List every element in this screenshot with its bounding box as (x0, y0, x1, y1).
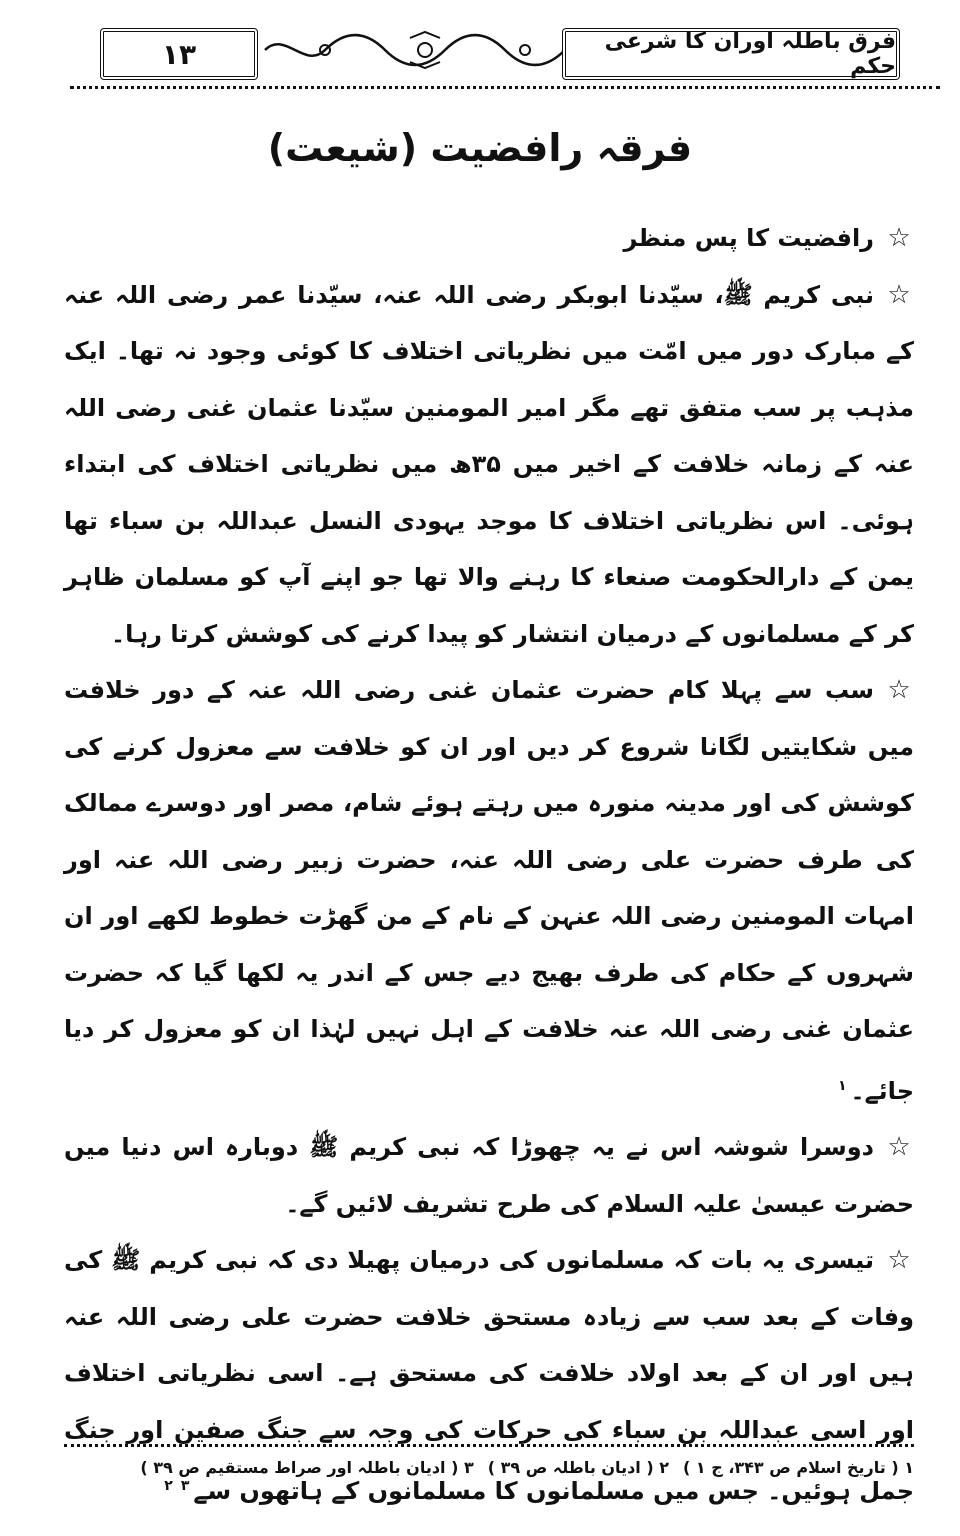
header-divider (70, 86, 940, 89)
paragraph-text: سب سے پہلا کام حضرت عثمان غنی رضی اللہ عنہ کے دور خلافت میں شکایتیں لگانا شروع کر دیں اور ان کو خلافت سے معزول کرنے کی کوشش کی اور مدینہ منورہ میں رہتے ہوئے شام، مصر اور دوسرے ممالک کی طرف حضرت علی رضی اللہ عنہ، حضرت زبیر رضی اللہ عنہ اور امہات المومنین رضی اللہ عنہن کے نام کے من گھڑت خطوط لکھے اور ان شہروں کے حکام کی طرف بھیج دیے جس کے اندر یہ لکھا گیا کہ حضرت عثمان غنی رضی اللہ عنہ خلافت کے اہل نہیں لہٰذا ان کو معزول کر دیا جائے۔ (64, 676, 915, 1105)
footnote: ۲ ( ادیان باطلہ ص ۳۹ ) (487, 1458, 669, 1477)
running-title: فرق باطلہ اوران کا شرعی حکم (562, 28, 900, 80)
paragraph-text: تیسری یہ بات کہ مسلمانوں کی درمیان پھیلا دی کہ نبی کریم ﷺ کی وفات کے بعد سب سے زیادہ مستحق خلافت حضرت علی رضی اللہ عنہ ہیں اور ان کے بعد اولاد خلافت کی مستحق ہے۔ اسی نظریاتی اختلاف اور اسی عبداللہ بن سباء کی حرکات کی وجہ سے جنگ صفین اور جنگ جمل ہوئیں۔ جس میں مسلمانوں کا مسلمانوں کے ہاتھوں سے (64, 1246, 914, 1505)
paragraph-text: دوسرا شوشہ اس نے یہ چھوڑا کہ نبی کریم ﷺ دوبارہ اس دنیا میں حضرت عیسیٰ علیہ السلام کی طرح تشریف لائیں گے۔ (64, 1133, 914, 1218)
footnote: ۱ ( تاریخ اسلام ص ۳۴۳، ج ۱ ) (682, 1458, 914, 1477)
footnote-ref[interactable]: ۲ (164, 1478, 173, 1494)
footnote-divider (64, 1444, 914, 1447)
star-bullet-icon: ☆ (887, 279, 911, 310)
decorative-ornament-icon (260, 30, 590, 70)
star-bullet-icon: ☆ (887, 1132, 911, 1162)
paragraph (64, 1119, 914, 1232)
footnote-ref[interactable]: ۱ (838, 1077, 847, 1094)
page-header (70, 22, 940, 80)
footnotes (64, 1458, 914, 1477)
star-bullet-icon: ☆ (887, 1245, 911, 1275)
paragraph-text: رافضیت کا پس منظر (623, 224, 874, 252)
page-number: ۱۳ (100, 28, 258, 80)
paragraph (64, 267, 914, 663)
footnote: ۳ ( ادیان باطلہ اور صراط مستقیم ص ۳۹ ) (140, 1458, 474, 1477)
footnote-ref[interactable]: ۳ (180, 1478, 190, 1494)
chapter-title: فرقہ رافضیت (شیعت) (267, 126, 693, 170)
body-text (64, 210, 914, 1520)
star-bullet-icon: ☆ (887, 223, 911, 253)
paragraph (64, 210, 914, 267)
paragraph (64, 662, 914, 1119)
paragraph-text: نبی کریم ﷺ، سیّدنا ابوبکر رضی اللہ عنہ، سیّدنا عمر رضی اللہ عنہ کے مبارک دور میں امّت میں نظریاتی اختلاف کا کوئی وجود نہ تھا۔ ایک مذہب پر سب متفق تھے مگر امیر المومنین سیّدنا عثمان غنی رضی اللہ عنہ کے زمانہ خلافت کے اخیر میں ۳۵ھ میں نظریاتی اختلاف کی ابتداء ہوئی۔ اس نظریاتی اختلاف کا موجد یہودی النسل عبداللہ بن سباء تھا یمن کے دارالحکومت صنعاء کا رہنے والا تھا جو اپنے آپ کو مسلمان ظاہر کر کے مسلمانوں کے درمیان انتشار کو پیدا کرنے کی کوشش کرتا رہا۔ (64, 280, 914, 648)
star-bullet-icon: ☆ (887, 675, 911, 705)
